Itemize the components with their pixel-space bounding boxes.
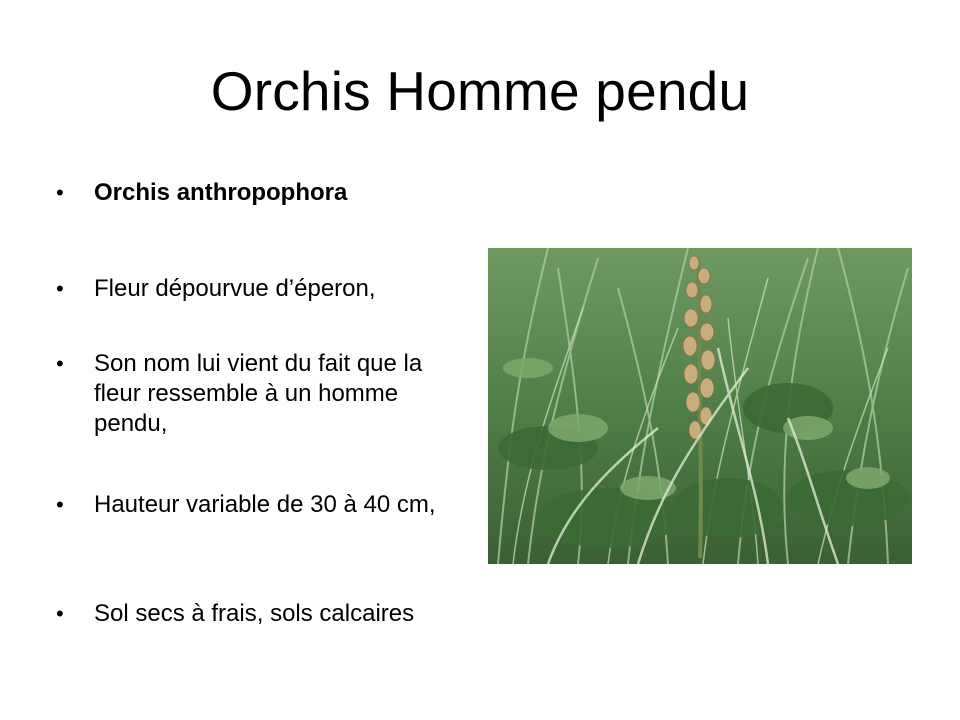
slide-title: Orchis Homme pendu — [210, 60, 750, 122]
bullet-text-species: Orchis anthropophora — [94, 179, 348, 206]
bullet-dot: • — [56, 601, 64, 626]
orchid-photo — [488, 248, 912, 564]
bullet-text-flower: Fleur dépourvue d’éperon, — [94, 275, 376, 302]
bullet-dot: • — [56, 492, 64, 517]
bullet-dot: • — [56, 276, 64, 301]
bullet-text-name-origin: Son nom lui vient du fait que la fleur ressemble à un homme pendu, — [94, 350, 423, 437]
bullet-text-soil: Sol secs à frais, sols calcaires — [94, 600, 415, 627]
bullet-dot: • — [56, 180, 64, 205]
orchid-in-grass-image — [488, 248, 912, 564]
bullet-text-height: Hauteur variable de 30 à 40 cm, — [94, 491, 436, 518]
bullet-dot: • — [56, 351, 64, 376]
